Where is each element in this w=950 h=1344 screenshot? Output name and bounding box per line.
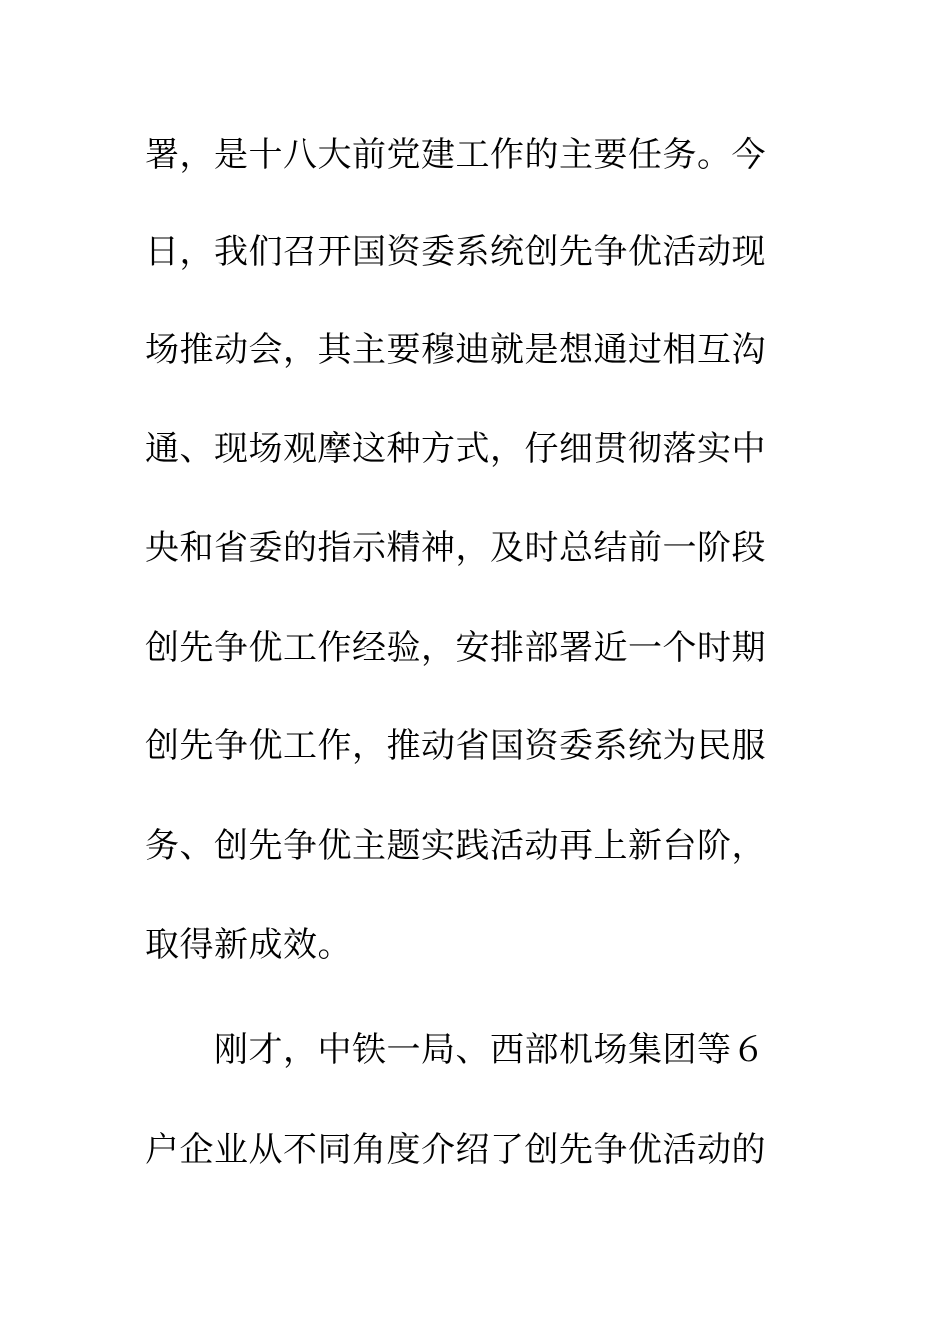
text-line-2: 日，我们召开国资委系统创先争优活动现 [145,232,766,272]
text-line-4: 通、现场观摩这种方式，仔细贯彻落实中 [145,429,766,469]
text-line-6: 创先争优工作经验，安排部署近一个时期 [145,628,766,668]
text-line-7: 创先争优工作，推动省国资委系统为民服 [145,726,766,766]
text-line-3: 场推动会，其主要穆迪就是想通过相互沟 [145,330,766,370]
text-line-9: 取得新成效。 [145,925,352,965]
text-line-5: 央和省委的指示精神，及时总结前一阶段 [145,528,766,568]
paragraph-2-line-1: 刚才，中铁一局、西部机场集团等６ [214,1030,766,1070]
text-line-8: 务、创先争优主题实践活动再上新台阶， [145,826,766,866]
text-line-1: 署，是十八大前党建工作的主要任务。今 [145,135,766,175]
paragraph-2-line-2: 户企业从不同角度介绍了创先争优活动的 [145,1130,766,1170]
